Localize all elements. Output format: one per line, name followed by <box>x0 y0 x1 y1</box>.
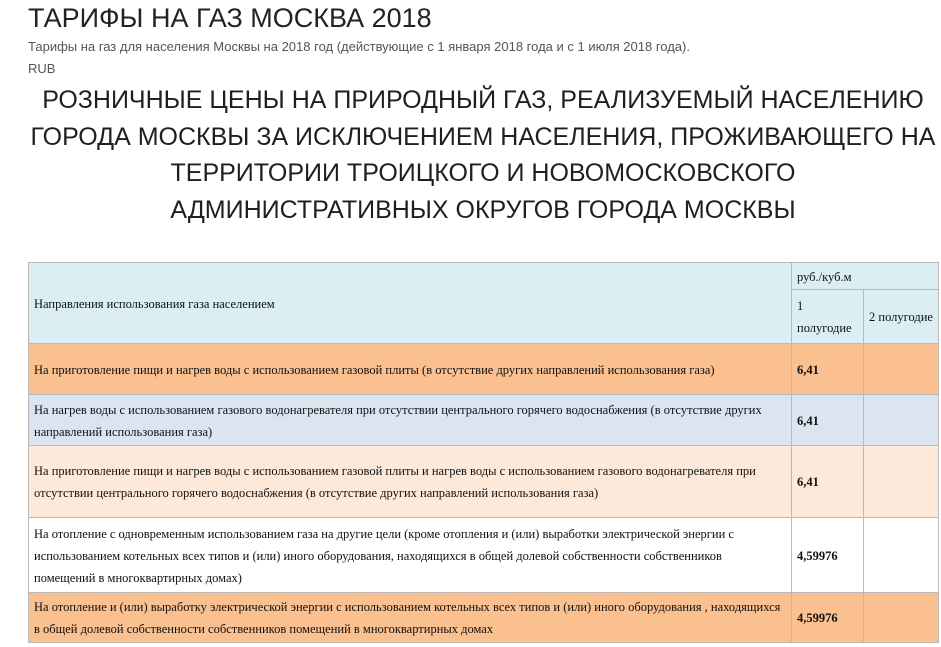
table-row <box>29 518 939 593</box>
header-unit: руб./куб.м <box>792 263 939 290</box>
header-direction: Направления использования газа населением <box>29 263 792 344</box>
row-direction: На отопление и (или) выработку электрической энергии с использованием котельных всех типов и (или) иного оборудования , находящихся в общей долевой собственности собственников помещений в многоквартирных домах <box>29 593 792 643</box>
row-value-half1: 4,59976 <box>792 518 864 593</box>
row-value-half1: 6,41 <box>792 446 864 518</box>
header-half1: 1 полугодие <box>792 290 864 344</box>
row-value-half2 <box>864 395 939 446</box>
row-value-half2 <box>864 446 939 518</box>
row-value-half2 <box>864 518 939 593</box>
row-value-half1: 6,41 <box>792 344 864 395</box>
table-row <box>29 593 939 643</box>
row-direction: На нагрев воды с использованием газового водонагревателя при отсутствии центрального горячего водоснабжения (в отсутствие других направлений использования газа) <box>29 395 792 446</box>
row-value-half2 <box>864 344 939 395</box>
table-row <box>29 446 939 518</box>
page-title: ТАРИФЫ НА ГАЗ МОСКВА 2018 <box>28 3 432 33</box>
row-direction: На приготовление пищи и нагрев воды с использованием газовой плиты и нагрев воды с использованием газового водонагревателя при отсутствии центрального горячего водоснабжения (в отсутствие других направлений использования газа) <box>29 446 792 518</box>
header-half2: 2 полугодие <box>864 290 939 344</box>
row-value-half1: 6,41 <box>792 395 864 446</box>
row-value-half2 <box>864 593 939 643</box>
row-direction: На отопление с одновременным использованием газа на другие цели (кроме отопления и (или) выработки электрической энергии с использованием котельных всех типов и (или) иного оборудования, находящихся в общей долевой собственности собственников помещений в многоквартирных домах) <box>29 518 792 593</box>
section-title: РОЗНИЧНЫЕ ЦЕНЫ НА ПРИРОДНЫЙ ГАЗ, РЕАЛИЗУЕМЫЙ НАСЕЛЕНИЮ ГОРОДА МОСКВЫ ЗА ИСКЛЮЧЕНИЕМ НАСЕЛЕНИЯ, ПРОЖИВАЮЩЕГО НА ТЕРРИТОРИИ ТРОИЦКОГО И НОВОМОСКОВСКОГО АДМИНИСТРАТИВНЫХ ОКРУГОВ ГОРОДА МОСКВЫ <box>30 86 936 224</box>
currency-label: RUB <box>28 61 56 76</box>
tariff-table <box>28 262 939 643</box>
table-header-row <box>29 263 939 290</box>
page-subtitle: Тарифы на газ для населения Москвы на 2018 год (действующие с 1 января 2018 года и с 1 июля 2018 года). <box>28 39 690 54</box>
row-value-half1: 4,59976 <box>792 593 864 643</box>
row-direction: На приготовление пищи и нагрев воды с использованием газовой плиты (в отсутствие других направлений использования газа) <box>29 344 792 395</box>
table-row <box>29 395 939 446</box>
table-row <box>29 344 939 395</box>
